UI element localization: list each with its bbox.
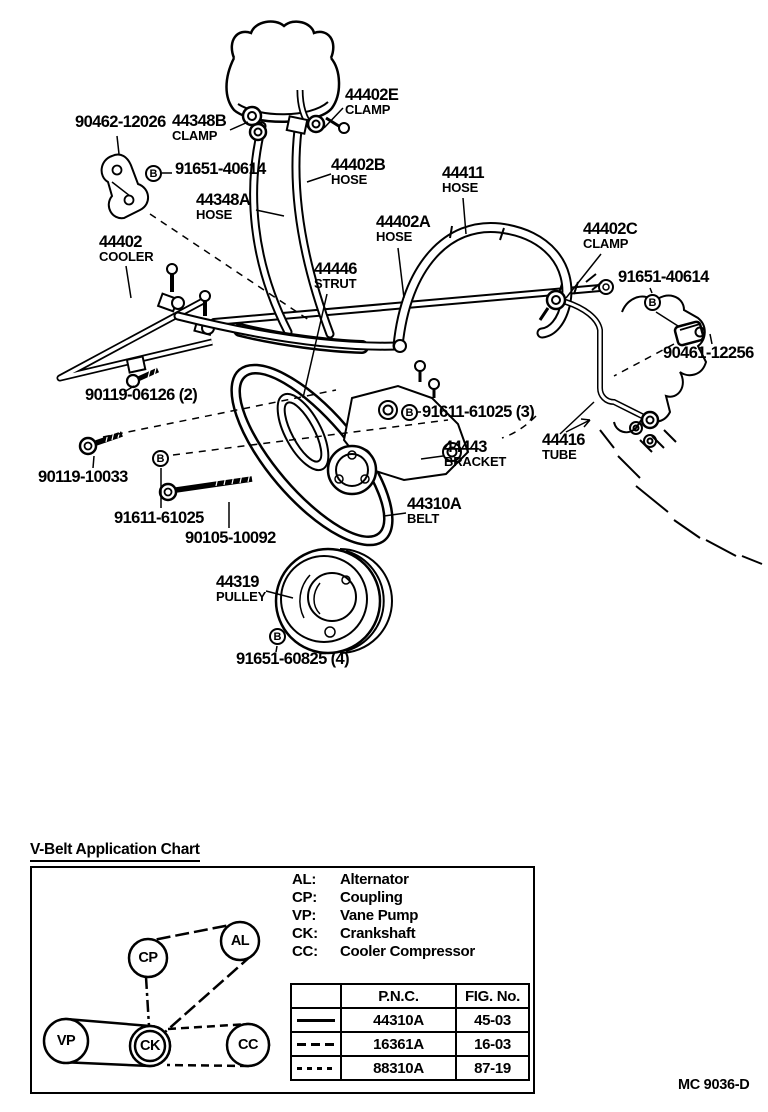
b-symbol: B bbox=[648, 296, 657, 309]
line-style-cell bbox=[291, 1032, 341, 1056]
part-number: 91651-40614 bbox=[618, 268, 709, 286]
part-subtype: HOSE bbox=[442, 180, 479, 195]
part-number: 44402 bbox=[99, 233, 142, 251]
b-symbol: B bbox=[149, 167, 158, 180]
circled-b-marker bbox=[145, 165, 162, 182]
part-label-91651-40614-left bbox=[175, 161, 266, 177]
pnc-cell: 44310A bbox=[341, 1008, 456, 1032]
part-number: 91651-40614 bbox=[175, 160, 266, 178]
part-label-44402 bbox=[99, 234, 153, 263]
part-label-44402b bbox=[331, 157, 385, 186]
solid-line-swatch bbox=[297, 1019, 335, 1022]
part-number: 90461-12256 bbox=[663, 344, 754, 362]
pulley-label-vp: VP bbox=[56, 1033, 76, 1049]
table-row bbox=[291, 1056, 529, 1080]
line-style-header bbox=[291, 984, 341, 1008]
legend-abbr: AL: bbox=[292, 871, 317, 888]
legend-name: Coupling bbox=[340, 889, 403, 906]
table-row bbox=[291, 1008, 529, 1032]
leader-lines bbox=[93, 108, 712, 652]
part-subtype: BELT bbox=[407, 511, 440, 526]
part-subtype: HOSE bbox=[196, 207, 233, 222]
part-number: 91611-61025 (3) bbox=[422, 403, 535, 421]
part-label-44402a bbox=[376, 214, 430, 243]
part-label-91651-60825 bbox=[236, 651, 349, 667]
pulley-label-cp: CP bbox=[138, 950, 158, 966]
part-label-44416 bbox=[542, 432, 585, 461]
part-label-44348b bbox=[172, 113, 226, 142]
part-number: 44348B bbox=[172, 112, 227, 130]
part-number: 44319 bbox=[216, 573, 259, 591]
vbelt-chart-title: V-Belt Application Chart bbox=[30, 841, 200, 862]
part-number: 44411 bbox=[442, 164, 484, 182]
part-number: 44402B bbox=[331, 156, 386, 174]
part-subtype: STRUT bbox=[314, 276, 357, 291]
legend-abbr: CC: bbox=[292, 943, 318, 960]
part-number: 44402A bbox=[376, 213, 431, 231]
part-label-91611-61025 bbox=[114, 510, 204, 526]
part-subtype: TUBE bbox=[542, 447, 577, 462]
strut bbox=[267, 386, 338, 477]
part-number: 90119-06126 (2) bbox=[85, 386, 198, 404]
circled-b-marker bbox=[269, 628, 286, 645]
fig-cell: 16-03 bbox=[456, 1032, 529, 1056]
part-number: 44416 bbox=[542, 431, 585, 449]
legend-abbr: CK: bbox=[292, 925, 318, 942]
part-subtype: CLAMP bbox=[172, 128, 218, 143]
part-subtype: HOSE bbox=[376, 229, 413, 244]
legend-name: Crankshaft bbox=[340, 925, 416, 942]
pnc-header: P.N.C. bbox=[341, 984, 456, 1008]
fig-header: FIG. No. bbox=[456, 984, 529, 1008]
part-label-44402e bbox=[345, 87, 398, 116]
part-number: 91611-61025 bbox=[114, 509, 204, 527]
part-label-91611-61025-x3 bbox=[422, 404, 534, 420]
table-header-row bbox=[291, 984, 529, 1008]
pnc-cell: 16361A bbox=[341, 1032, 456, 1056]
circled-b-marker bbox=[644, 294, 661, 311]
part-number: 44443 bbox=[444, 438, 487, 456]
part-subtype: BRACKET bbox=[444, 454, 507, 469]
legend-name: Cooler Compressor bbox=[340, 943, 475, 960]
pump-pulley bbox=[328, 446, 376, 494]
part-subtype: COOLER bbox=[99, 249, 154, 264]
part-label-90461-12256 bbox=[663, 345, 754, 361]
table-row bbox=[291, 1032, 529, 1056]
long-dash-line-swatch bbox=[297, 1043, 335, 1046]
part-label-44348a bbox=[196, 192, 250, 221]
pulley-label-ck: CK bbox=[140, 1038, 160, 1054]
part-label-44446 bbox=[314, 261, 357, 290]
b-symbol: B bbox=[156, 452, 165, 465]
circled-b-marker bbox=[401, 404, 418, 421]
part-label-44443 bbox=[444, 439, 506, 468]
part-number: 44402E bbox=[345, 86, 399, 104]
part-number: 90105-10092 bbox=[185, 529, 276, 547]
part-label-90462-12026 bbox=[75, 114, 166, 130]
part-label-44310a bbox=[407, 496, 461, 525]
legend-abbr: VP: bbox=[292, 907, 317, 924]
pulley-label-al: AL bbox=[230, 933, 250, 949]
fig-cell: 87-19 bbox=[456, 1056, 529, 1080]
legend-name: Vane Pump bbox=[340, 907, 419, 924]
part-subtype: PULLEY bbox=[216, 589, 267, 604]
part-number: 44446 bbox=[314, 260, 357, 278]
part-label-90119-06126 bbox=[85, 387, 197, 403]
part-number: 90462-12026 bbox=[75, 113, 166, 131]
part-label-90119-10033 bbox=[38, 469, 128, 485]
part-subtype: HOSE bbox=[331, 172, 368, 187]
part-number: 90119-10033 bbox=[38, 468, 128, 486]
figure-code: MC 9036-D bbox=[678, 1077, 750, 1093]
circled-b-marker bbox=[152, 450, 169, 467]
pulley-label-cc: CC bbox=[238, 1037, 258, 1053]
line-style-cell bbox=[291, 1008, 341, 1032]
part-number: 44348A bbox=[196, 191, 251, 209]
part-label-44411 bbox=[442, 165, 484, 194]
short-dash-line-swatch bbox=[297, 1067, 335, 1070]
b-symbol: B bbox=[405, 406, 414, 419]
part-number: 91651-60825 (4) bbox=[236, 650, 350, 668]
crank-pulley bbox=[273, 549, 392, 653]
part-label-44402c bbox=[583, 221, 637, 250]
part-label-91651-40614-right bbox=[618, 269, 709, 285]
part-number: 44310A bbox=[407, 495, 462, 513]
part-label-90105-10092 bbox=[185, 530, 276, 546]
pnc-cell: 88310A bbox=[341, 1056, 456, 1080]
fig-cell: 45-03 bbox=[456, 1008, 529, 1032]
part-number: 44402C bbox=[583, 220, 638, 238]
legend-abbr: CP: bbox=[292, 889, 317, 906]
legend-name: Alternator bbox=[340, 871, 409, 888]
line-style-cell bbox=[291, 1056, 341, 1080]
part-subtype: CLAMP bbox=[345, 102, 391, 117]
part-label-44319 bbox=[216, 574, 266, 603]
belt-application-table bbox=[290, 983, 530, 1081]
part-subtype: CLAMP bbox=[583, 236, 629, 251]
b-symbol: B bbox=[273, 630, 282, 643]
